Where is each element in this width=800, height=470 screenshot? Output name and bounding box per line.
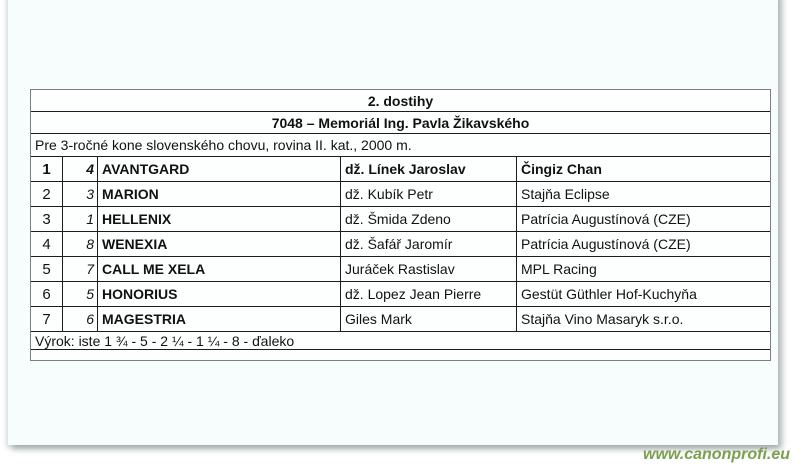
horse-cell: AVANTGARD [98, 157, 341, 181]
place-cell: 1 [42, 160, 51, 178]
owner-cell: Stajňa Vino Masaryk s.r.o. [521, 311, 684, 327]
verdict-text: Výrok: iste 1 ¾ - 5 - 2 ¼ - 1 ¼ - 8 - ďaleko [35, 332, 295, 349]
race-conditions-text: Pre 3-ročné kone slovenského chovu, rovina II. kat., 2000 m. [35, 137, 412, 153]
owner-cell: Patrícia Augustínová (CZE) [521, 211, 691, 227]
jockey-cell: dž. Kubík Petr [341, 182, 517, 206]
result-row-5 [31, 257, 770, 282]
horse-cell: WENEXIA [98, 232, 341, 256]
horse-cell: MAGESTRIA [98, 307, 341, 331]
place-cell: 7 [42, 310, 51, 328]
start-number-cell: 7 [62, 257, 98, 281]
owner-cell: Čingiz Chan [521, 161, 602, 177]
horse-cell: MARION [98, 182, 341, 206]
start-number-cell: 1 [62, 207, 98, 231]
race-number-text: 2. dostihy [367, 92, 434, 109]
horse-cell: HELLENIX [98, 207, 341, 231]
verdict-row [31, 332, 770, 350]
race-title-header [31, 112, 770, 134]
result-row-2 [31, 182, 770, 207]
jockey-cell: Juráček Rastislav [341, 257, 517, 281]
result-row-4 [31, 232, 770, 257]
jockey-cell: dž. Šmida Zdeno [341, 207, 517, 231]
race-conditions-row [31, 134, 770, 157]
place-cell: 4 [42, 235, 51, 253]
horse-cell: CALL ME XELA [98, 257, 341, 281]
result-row-1 [31, 157, 770, 182]
owner-cell: Gestüt Güthler Hof-Kuchyňa [521, 286, 697, 302]
jockey-cell: dž. Šafář Jaromír [341, 232, 517, 256]
result-row-6 [31, 282, 770, 307]
table-bottom-strip [31, 350, 770, 360]
place-cell: 3 [42, 210, 51, 228]
result-row-7 [31, 307, 770, 332]
owner-cell: Stajňa Eclipse [521, 186, 610, 202]
horse-cell: HONORIUS [98, 282, 341, 306]
place-cell: 6 [42, 285, 51, 303]
owner-cell: MPL Racing [521, 261, 597, 277]
jockey-cell: Giles Mark [341, 307, 517, 331]
results-table [30, 89, 771, 361]
result-row-3 [31, 207, 770, 232]
jockey-cell: dž. Línek Jaroslav [341, 157, 517, 181]
start-number-cell: 8 [62, 232, 98, 256]
start-number-cell: 6 [62, 307, 98, 331]
owner-cell: Patrícia Augustínová (CZE) [521, 236, 691, 252]
start-number-cell: 3 [62, 182, 98, 206]
place-cell: 2 [42, 185, 51, 203]
race-number-header [31, 90, 770, 112]
race-title-text: 7048 – Memoriál Ing. Pavla Žikavského [271, 114, 530, 131]
start-number-cell: 5 [62, 282, 98, 306]
watermark-url: www.canonprofi.eu [643, 446, 790, 463]
start-number-cell: 4 [62, 157, 98, 181]
place-cell: 5 [42, 260, 51, 278]
jockey-cell: dž. Lopez Jean Pierre [341, 282, 517, 306]
